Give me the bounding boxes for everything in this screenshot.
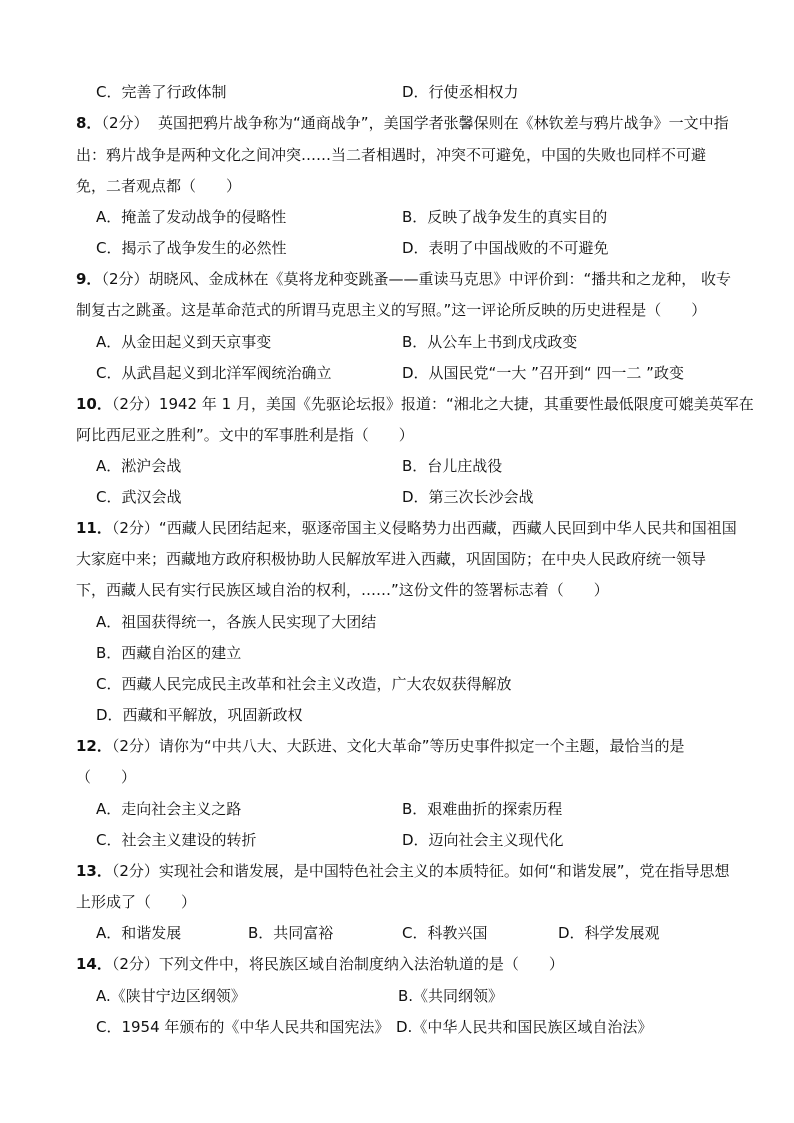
q10-option-c: C．武汉会战 <box>96 488 182 506</box>
q8-text-1: 英国把鸦片战争称为“通商战争”，美国学者张馨保则在《林钦差与鸦片战争》一文中指 <box>158 114 729 132</box>
q14-stem-line-1 <box>76 954 564 974</box>
q8-stem-line-3: 免，二者观点都（ ） <box>76 177 242 195</box>
q14-score: （2分） <box>111 955 159 973</box>
q11-option-c: C．西藏人民完成民主改革和社会主义改造，广大农奴获得解放 <box>96 675 512 693</box>
q10-option-a: A．淞沪会战 <box>96 457 182 475</box>
q11-option-a: A．祖国获得统一，各族人民实现了大团结 <box>96 613 377 631</box>
q11-number: 11． <box>76 519 112 537</box>
q8-option-b: B．反映了战争发生的真实目的 <box>402 208 608 226</box>
q11-stem-line-3: 下，西藏人民有实行民族区域自治的权利，……”这份文件的签署标志着（ ） <box>76 581 609 599</box>
q9-score: （2分） <box>101 270 149 288</box>
q11-score: （2分） <box>111 519 159 537</box>
q14-option-c: C．1954 年颁布的《中华人民共和国宪法》 <box>96 1018 390 1036</box>
q8-option-c: C．揭示了战争发生的必然性 <box>96 239 287 257</box>
q9-stem-line-1 <box>76 269 731 289</box>
q13-option-d: D．科学发展观 <box>558 924 660 942</box>
q8-number: 8． <box>76 114 102 132</box>
q8-stem-line-1 <box>76 113 729 133</box>
q13-text-1: 实现社会和谐发展，是中国特色社会主义的本质特征。如何“和谐发展”，党在指导思想 <box>158 862 730 880</box>
q8-stem-line-2: 出：鸦片战争是两种文化之间冲突……当二者相遇时，冲突不可避免，中国的失败也同样不可避 <box>76 146 707 164</box>
q10-number: 10． <box>76 395 112 413</box>
q7-option-c: C．完善了行政体制 <box>96 83 227 101</box>
q13-stem-line-2: 上形成了（ ） <box>76 893 197 911</box>
q9-option-a: A．从金田起义到天京事变 <box>96 333 272 351</box>
q9-option-d: D．从国民党“一大 ”召开到“ 四一二 ”政变 <box>402 364 684 382</box>
q10-option-b: B．台儿庄战役 <box>402 457 503 475</box>
q13-stem-line-1 <box>76 861 729 881</box>
q12-stem-line-2: （ ） <box>76 768 137 786</box>
q14-option-b: B.《共同纲领》 <box>398 987 504 1005</box>
q10-option-d: D．第三次长沙会战 <box>402 488 534 506</box>
q10-score: （2分） <box>111 395 159 413</box>
q12-option-b: B．艰难曲折的探索历程 <box>402 800 563 818</box>
q12-option-c: C．社会主义建设的转折 <box>96 831 257 849</box>
q9-option-b: B．从公车上书到戊戌政变 <box>402 333 578 351</box>
q8-option-d: D．表明了中国战败的不可避免 <box>402 239 609 257</box>
q7-option-d: D．行使丞相权力 <box>402 83 519 101</box>
q14-text-1: 下列文件中，将民族区域自治制度纳入法治轨道的是（ ） <box>158 955 564 973</box>
q10-stem-line-1 <box>76 394 754 414</box>
q13-score: （2分） <box>111 862 159 880</box>
q14-number: 14． <box>76 955 112 973</box>
q10-text-1: 1942 年 1 月，美国《先驱论坛报》报道：“湘北之大捷，其重要性最低限度可媲美英军在 <box>158 395 754 413</box>
q11-option-b: B．西藏自治区的建立 <box>96 644 242 662</box>
q13-number: 13． <box>76 862 112 880</box>
q8-score: （2分） <box>101 114 149 132</box>
q9-number: 9． <box>76 270 102 288</box>
q11-option-d: D．西藏和平解放，巩固新政权 <box>96 706 303 724</box>
q12-stem-line-1 <box>76 736 684 756</box>
q13-option-a: A．和谐发展 <box>96 924 182 942</box>
q11-stem-line-2: 大家庭中来；西藏地方政府积极协助人民解放军进入西藏，巩固国防；在中央人民政府统一领导 <box>76 550 707 568</box>
q10-stem-line-2: 阿比西尼亚之胜利”。文中的军事胜利是指（ ） <box>76 426 414 444</box>
q11-text-1: “西藏人民团结起来，驱逐帝国主义侵略势力出西藏，西藏人民回到中华人民共和国祖国 <box>158 519 737 537</box>
q9-option-c: C．从武昌起义到北洋军阀统治确立 <box>96 364 332 382</box>
q14-option-a: A.《陕甘宁边区纲领》 <box>96 987 246 1005</box>
q13-option-c: C．科教兴国 <box>402 924 488 942</box>
q12-option-d: D．迈向社会主义现代化 <box>402 831 564 849</box>
q14-option-d: D.《中华人民共和国民族区域自治法》 <box>396 1018 653 1036</box>
q13-option-b: B．共同富裕 <box>248 924 334 942</box>
q9-stem-line-2: 制复古之跳蚤。这是革命范式的所谓马克思主义的写照。”这一评论所反映的历史进程是（ ） <box>76 301 707 319</box>
q12-score: （2分） <box>111 737 159 755</box>
q9-text-1: 胡晓风、金成林在《莫将龙种变跳蚤——重读马克思》中评价到：“播共和之龙种， 收专 <box>148 270 732 288</box>
q12-number: 12． <box>76 737 112 755</box>
q12-text-1: 请你为“中共八大、大跃进、文化大革命”等历史事件拟定一个主题，最恰当的是 <box>158 737 685 755</box>
q12-option-a: A．走向社会主义之路 <box>96 800 242 818</box>
q8-option-a: A．掩盖了发动战争的侵略性 <box>96 208 287 226</box>
q11-stem-line-1 <box>76 518 737 538</box>
